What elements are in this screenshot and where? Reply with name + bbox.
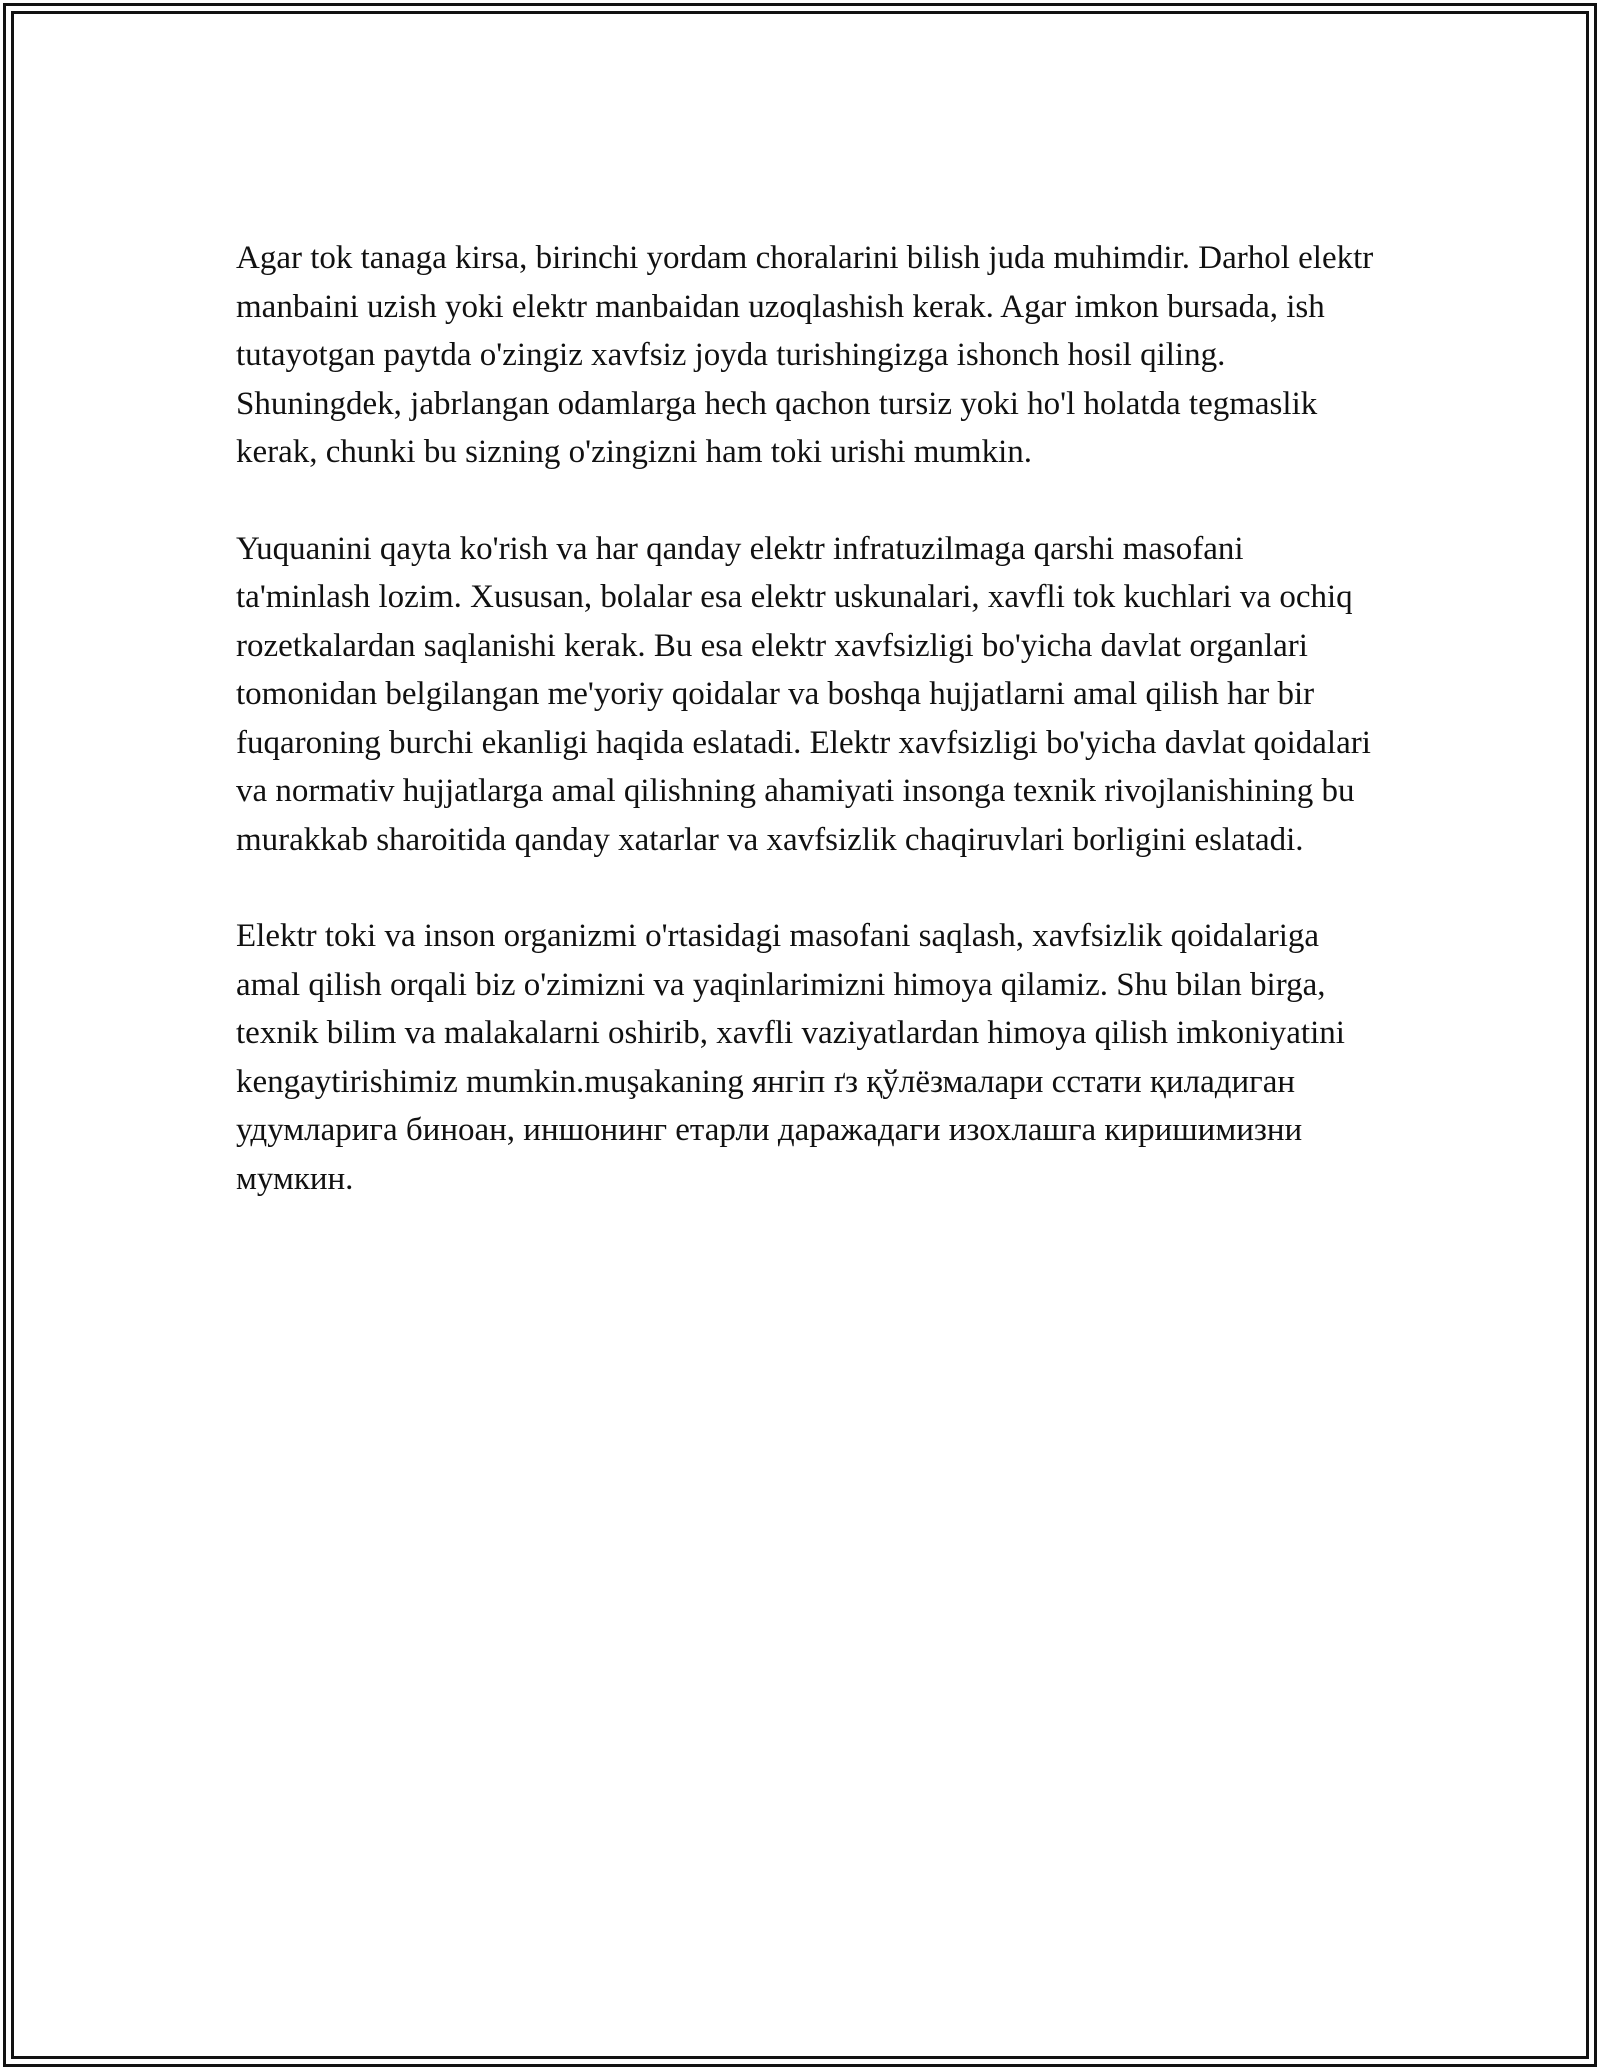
paragraph-protection: Elektr toki va inson organizmi o'rtasidagi masofani saqlash, xavfsizlik qoidalariga amal qilish orqali biz o'zimizni va yaqinlarimizni himoya qilamiz. Shu bilan birga, texnik bilim va malakalarni oshirib, xavfli vaziyatlardan himoya qilish imkoniyatini kengaytirishimiz mumkin.muşakaning янгiп ґз қўлёзмалари сстати қиладиган удумларига биноан, иншонинг етарли даражадаги изохлашга киришимизни мумкин. (236, 918, 1345, 1197)
paragraph-safety-rules: Yuquanini qayta ko'rish va har qanday elektr infratuzilmaga qarshi masofani ta'minlash lozim. Xususan, bolalar esa elektr uskunalari, xavfli tok kuchlari va ochiq rozetkalardan saqlanishi kerak. Bu esa elektr xavfsizligi bo'yicha davlat organlari tomonidan belgilangan me'yoriy qoidalar va boshqa hujjatlarni amal qilish har bir fuqaroning burchi ekanligi haqida eslatadi. Elektr xavfsizligi bo'yicha davlat qoidalari va normativ hujjatlarga amal qilishning ahamiyati insonga texnik rivojlanishining bu murakkab sharoitida qanday xatarlar va xavfsizlik chaqiruvlari borligini eslatadi. (236, 530, 1371, 858)
document-body (236, 234, 1376, 1203)
paragraph-first-aid: Agar tok tanaga kirsa, birinchi yordam choralarini bilish juda muhimdir. Darhol elektr manbaini uzish yoki elektr manbaidan uzoqlashish kerak. Agar imkon bursada, ish tutayotgan paytda o'zingiz xavfsiz joyda turishingizga ishonch hosil qiling. Shuningdek, jabrlangan odamlarga hech qachon tursiz yoki ho'l holatda tegmaslik kerak, chunki bu sizning o'zingizni ham toki urishi mumkin. (236, 240, 1374, 470)
